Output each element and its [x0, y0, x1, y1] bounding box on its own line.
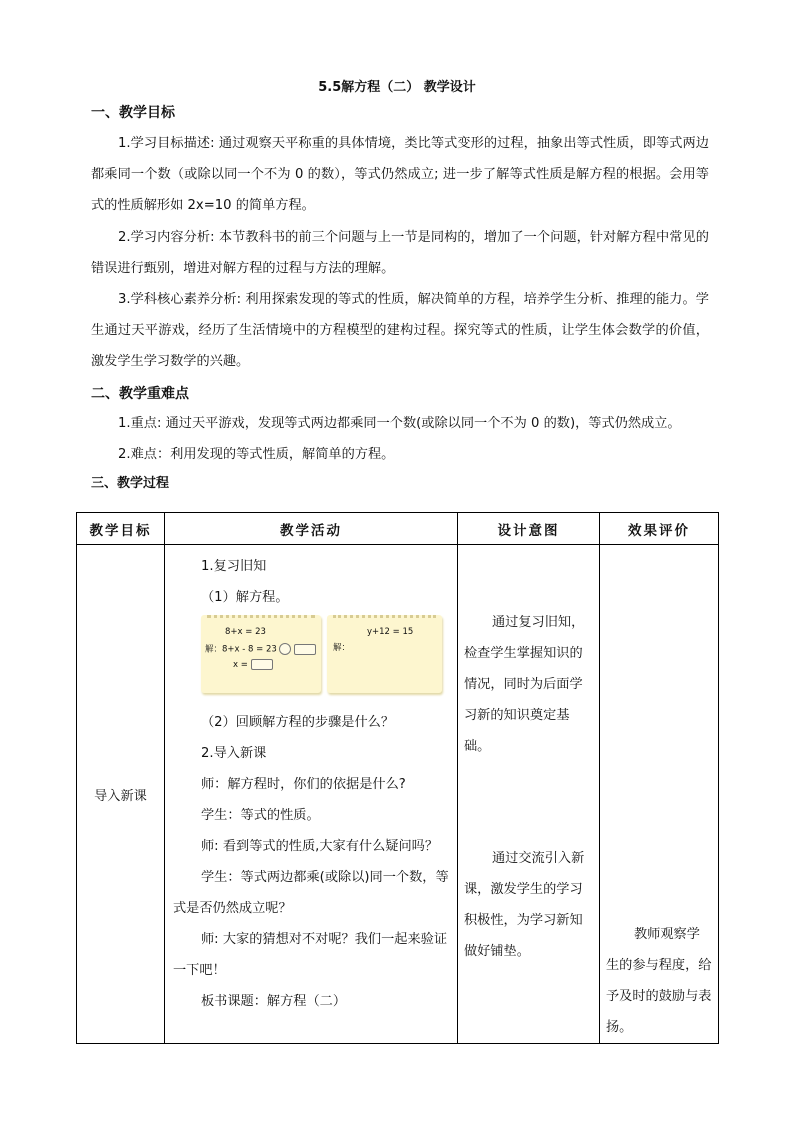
intent-text: 通过交流引入新课，激发学生的学习积极性，为学习新知做好铺垫。	[464, 851, 585, 959]
header-evaluation: 效果评价	[600, 513, 719, 545]
exercise-cards	[173, 615, 449, 701]
cell-goal: 导入新课	[77, 545, 165, 1044]
teaching-process-table	[76, 512, 719, 1044]
paragraph-core-literacy: 3.学科核心素养分析: 利用探索发现的等式的性质，解决简单的方程，培养学生分析、推理的能力。学生通过天平游戏，经历了生活情境中的方程模型的建构过程。探究等式的性质，让学生体会数学的价值，激发学生学习数学的兴趣。	[91, 292, 709, 369]
operator-circle-blank	[279, 643, 291, 655]
activity-line: 板书课题：解方程（二）	[201, 994, 347, 1009]
activity-line: 师: 大家的猜想对不对呢？我们一起来验证一下吧！	[173, 932, 448, 978]
section-heading-goals: 一、教学目标	[91, 105, 175, 121]
activity-line: （2）回顾解方程的步骤是什么？	[201, 715, 395, 730]
paragraph-difficult-point: 2.难点：利用发现的等式性质，解简单的方程。	[118, 447, 395, 462]
exercise-card-2: y+12 = 15 解：	[327, 615, 442, 693]
activity-line: 1.复习旧知	[201, 559, 267, 574]
header-goal: 教学目标	[77, 513, 165, 545]
section-heading-process: 三、教学过程	[91, 476, 170, 491]
table-row	[77, 545, 719, 1044]
activity-line: 师：解方程时，你们的依据是什么?	[201, 777, 406, 792]
section-heading-key-points: 二、教学重难点	[91, 386, 189, 402]
cell-intent	[458, 545, 600, 1044]
table-header-row	[77, 513, 719, 545]
activity-line: （1）解方程。	[201, 590, 289, 605]
activity-line: 学生：等式的性质。	[201, 808, 320, 823]
cell-evaluation	[600, 545, 719, 1044]
cell-activity	[165, 545, 458, 1044]
activity-line: 学生：等式两边都乘(或除以)同一个数，等式是否仍然成立呢？	[173, 870, 449, 916]
paragraph-goal-description: 1.学习目标描述: 通过观察天平称重的具体情境，类比等式变形的过程，抽象出等式性质，即等式两边都乘同一个数（或除以同一个不为 0 的数），等式仍然成立; 进一步了解等式性质是解方程的根据。会用等式的性质解形如 2x=10 的简单方程。	[91, 136, 709, 213]
evaluation-text: 教师观察学生的参与程度，给予及时的鼓励与表扬。	[606, 927, 712, 1035]
paragraph-key-point: 1.重点: 通过天平游戏，发现等式两边都乘同一个数(或除以同一个不为 0 的数)，等式仍然成立。	[118, 416, 681, 431]
header-intent: 设计意图	[458, 513, 600, 545]
answer-box-blank	[294, 644, 316, 655]
exercise-card-1: 8+x = 23 解：8+x - 8 = 23 x =	[201, 615, 321, 693]
activity-line: 师: 看到等式的性质,大家有什么疑问吗？	[201, 839, 439, 854]
answer-box-blank	[251, 659, 273, 670]
document-title: 5.5解方程（二） 教学设计	[318, 80, 476, 95]
intent-text: 通过复习旧知，检查学生掌握知识的情况，同时为后面学习新的知识奠定基础。	[464, 615, 585, 754]
activity-line: 2.导入新课	[201, 746, 267, 761]
paragraph-content-analysis: 2.学习内容分析: 本节教科书的前三个问题与上一节是同构的，增加了一个问题，针对解方程中常见的错误进行甄别，增进对解方程的过程与方法的理解。	[91, 230, 709, 276]
header-activity: 教学活动	[165, 513, 458, 545]
